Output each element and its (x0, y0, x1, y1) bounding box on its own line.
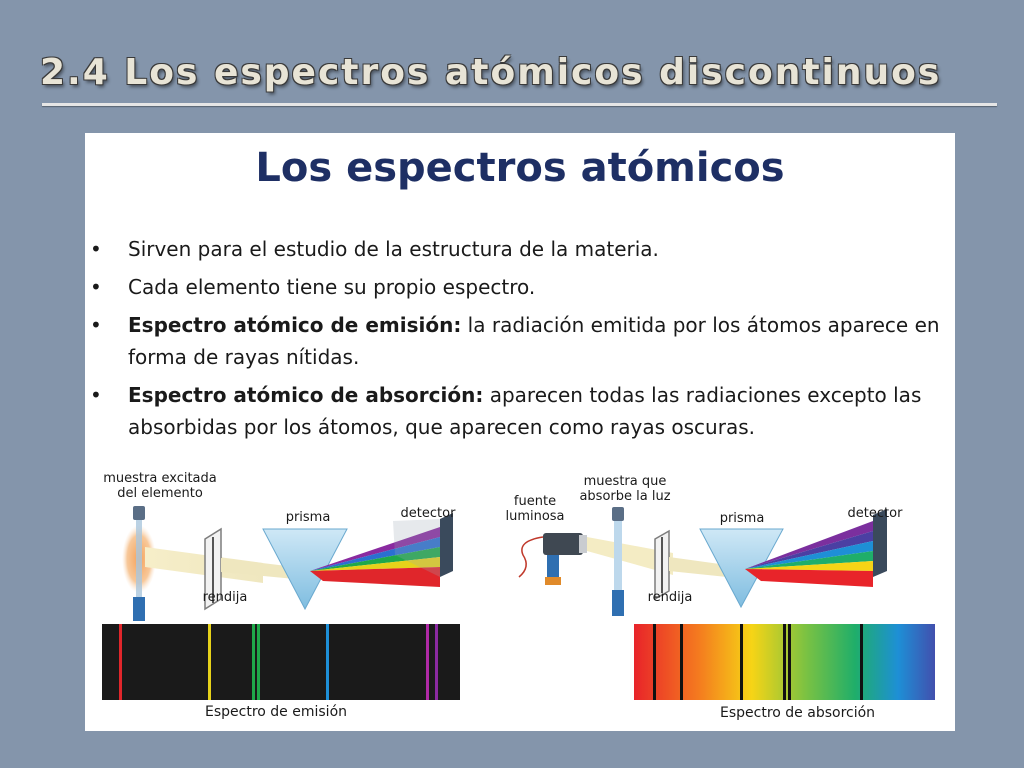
emission-line (252, 624, 255, 700)
bullet-dot-icon: • (90, 383, 102, 407)
sample-tube-icon (614, 521, 622, 591)
absorption-line (680, 624, 683, 700)
bullet-text: Sirven para el estudio de la estructura de la materia. (128, 237, 659, 261)
bullet-item (85, 379, 955, 443)
absorption-line (788, 624, 791, 700)
light-source-icon (543, 533, 583, 555)
source-label: fuente luminosa (505, 494, 565, 524)
bullet-item (85, 309, 955, 373)
bullet-dot-icon: • (90, 313, 102, 337)
emission-spectrum (102, 624, 460, 700)
bullet-item (85, 271, 955, 303)
sample-label: muestra excitada del elemento (103, 471, 217, 501)
absorption-line (860, 624, 863, 700)
bullet-text: aparecen todas las radiaciones excepto las absorbidas por los átomos, que aparecen como rayas oscuras. (128, 383, 922, 439)
bullet-dot-icon: • (90, 275, 102, 299)
slit-label: rendija (202, 590, 248, 605)
content-panel (85, 133, 955, 731)
bullet-bold: Espectro atómico de absorción: (128, 383, 484, 407)
emission-line (326, 624, 329, 700)
title-underline (42, 103, 997, 106)
absorption-line (783, 624, 786, 700)
electrode-top-icon (133, 506, 145, 520)
absorption-line (653, 624, 656, 700)
bullet-text: Cada elemento tiene su propio espectro. (128, 275, 536, 299)
slit-label: rendija (647, 590, 693, 605)
electrode-bottom-icon (133, 597, 145, 621)
prism-label: prisma (719, 511, 765, 526)
detector-icon (440, 513, 453, 577)
bullet-bold: Espectro atómico de emisión: (128, 313, 462, 337)
emission-line (119, 624, 122, 700)
emission-line (257, 624, 260, 700)
prism-label: prisma (285, 510, 331, 525)
emission-line (435, 624, 438, 700)
emission-line (208, 624, 211, 700)
absorption-line (740, 624, 743, 700)
emission-diagram (95, 459, 535, 731)
absorption-caption: Espectro de absorción (720, 705, 876, 721)
cable-icon (519, 537, 543, 577)
absorption-diagram (495, 459, 935, 731)
detector-label: detector (400, 506, 456, 521)
emission-line (426, 624, 429, 700)
bullet-item (85, 233, 955, 265)
sample-label: muestra que absorbe la luz (579, 474, 671, 504)
bullet-list (85, 233, 955, 449)
detector-label: detector (847, 506, 903, 521)
slide-title: 2.4 Los espectros atómicos discontinuos (40, 52, 942, 93)
bullet-text: la radiación emitida por los átomos aparece en forma de rayas nítidas. (128, 313, 940, 369)
bullet-dot-icon: • (90, 237, 102, 261)
panel-heading: Los espectros atómicos (255, 145, 785, 191)
emission-caption: Espectro de emisión (205, 704, 348, 720)
